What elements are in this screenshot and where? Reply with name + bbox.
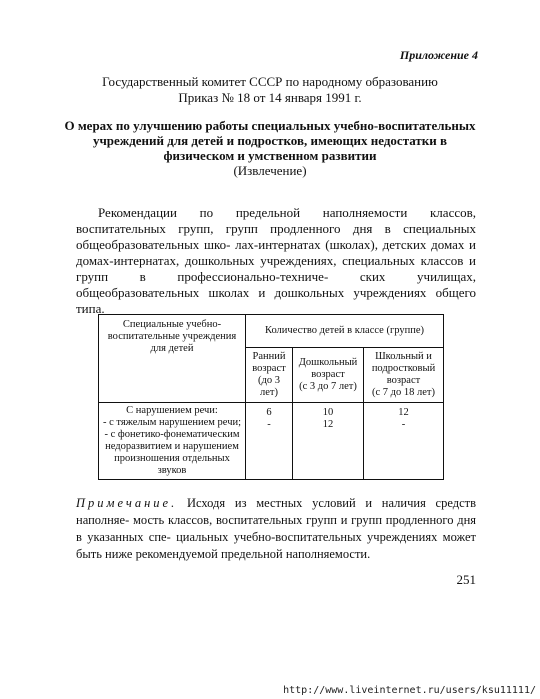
cell-school-values: 12 - (364, 403, 444, 480)
title-line-3: физическом и умственном развитии (163, 148, 377, 163)
note-line: рекомендуемой предельной наполняемости. (135, 547, 371, 561)
page-number: 251 (456, 572, 476, 587)
title-subtitle: (Извлечение) (233, 163, 307, 178)
note-label: Примечание. (76, 496, 178, 510)
note-line: мость классов, воспитательных групп и групп продленного дня в указанных спе- (76, 513, 477, 544)
note-line: Исходя из местных условий и наличия средств наполняе- (76, 496, 476, 527)
header-committee: Государственный комитет СССР по народному образованию (102, 74, 438, 89)
cell-preschool-values: 10 12 (293, 403, 364, 480)
title-line-2: учреждений для детей и подростков, имеющих недостатки в (92, 133, 448, 148)
note-paragraph (76, 495, 476, 563)
header-early-age: Ранний возраст (до 3 лет) (246, 348, 293, 403)
header-institution: Специальные учебно- воспитательные учреждения для детей (99, 315, 246, 403)
para-line: ских училищах, общеобразовательных школах и дошкольных учреждениях (76, 269, 477, 300)
title-line-1: О мерах по улучшению работы специальных учебно-воспитательных (64, 118, 476, 133)
para-line: Рекомендации по предельной наполняемости классов, воспитательных (76, 205, 476, 236)
watermark-url: http://www.liveinternet.ru/users/ksu11111/ (283, 685, 536, 696)
header-children-count: Количество детей в классе (группе) (246, 315, 444, 348)
para-line: учреждениях, специальных классов и групп в профессионально-техниче- (76, 253, 476, 284)
document-title (60, 118, 480, 178)
capacity-table (98, 314, 444, 480)
table-header-row (99, 315, 444, 348)
document-header (60, 74, 480, 106)
appendix-label: Приложение 4 (399, 48, 478, 62)
intro-paragraph (76, 205, 476, 317)
para-line: лах-интернатах (школах), детских домах и домах-интернатах, дошкольных (76, 237, 477, 268)
para-line: общего типа. (76, 285, 477, 316)
header-school-age: Школьный и подростковый возраст (с 7 до 18 лет) (364, 348, 444, 403)
para-line: групп, групп продленного дня в специальных общеобразовательных шко- (76, 221, 477, 252)
note-line: циальных учебно-воспитательных учреждениях может быть ниже (76, 530, 476, 561)
header-order: Приказ № 18 от 14 января 1991 г. (178, 90, 362, 105)
header-preschool-age: Дошкольный возраст (с 3 до 7 лет) (293, 348, 364, 403)
cell-early-values: 6 - (246, 403, 293, 480)
row-speech-disorders: С нарушением речи: - с тяжелым нарушением речи; - с фонетико-фонематическим недоразвитием и нарушением произношения отдельных звуков (99, 403, 246, 480)
table-row (99, 403, 444, 480)
